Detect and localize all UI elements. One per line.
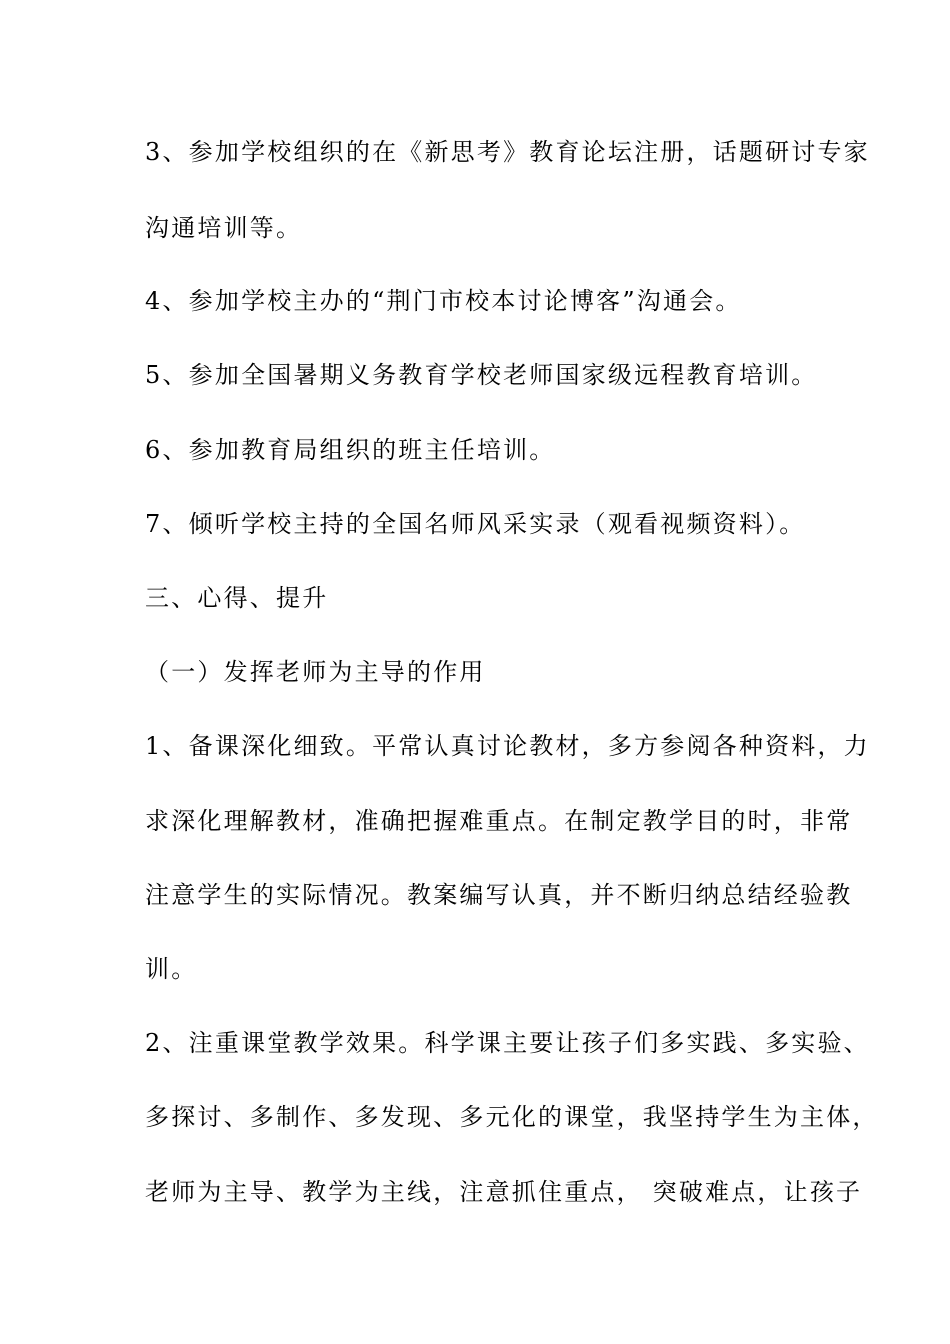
text-line: 注意学生的实际情况。教案编写认真，并不断归纳总结经验教 [145, 881, 853, 909]
text-line: 2、注重课堂教学效果。科学课主要让孩子们多实践、多实验、 [145, 1029, 870, 1057]
text-line: 1、备课深化细致。平常认真讨论教材，多方参阅各种资料，力 [145, 732, 870, 760]
section-heading: 三、心得、提升 [145, 584, 329, 612]
text-line: 求深化理解教材，准确把握难重点。在制定教学目的时，非常 [145, 807, 853, 835]
text-line: 沟通培训等。 [145, 214, 303, 242]
subsection-heading: （一）发挥老师为主导的作用 [145, 658, 486, 686]
text-line: 多探讨、多制作、多发现、多元化的课堂，我坚持学生为主体， [145, 1103, 879, 1131]
text-line: 7、倾听学校主持的全国名师风采实录（观看视频资料）。 [145, 510, 806, 538]
text-line: 老师为主导、教学为主线，注意抓住重点， 突破难点，让孩子 [145, 1178, 863, 1206]
text-line: 5、参加全国暑期义务教育学校老师国家级远程教育培训。 [145, 361, 818, 389]
text-line: 3、参加学校组织的在《新思考》教育论坛注册，话题研讨专家 [145, 138, 870, 166]
text-line: 训。 [145, 955, 198, 983]
text-line: 4、参加学校主办的“荆门市校本讨论博客”沟通会。 [145, 287, 742, 315]
text-line: 6、参加教育局组织的班主任培训。 [145, 436, 556, 464]
